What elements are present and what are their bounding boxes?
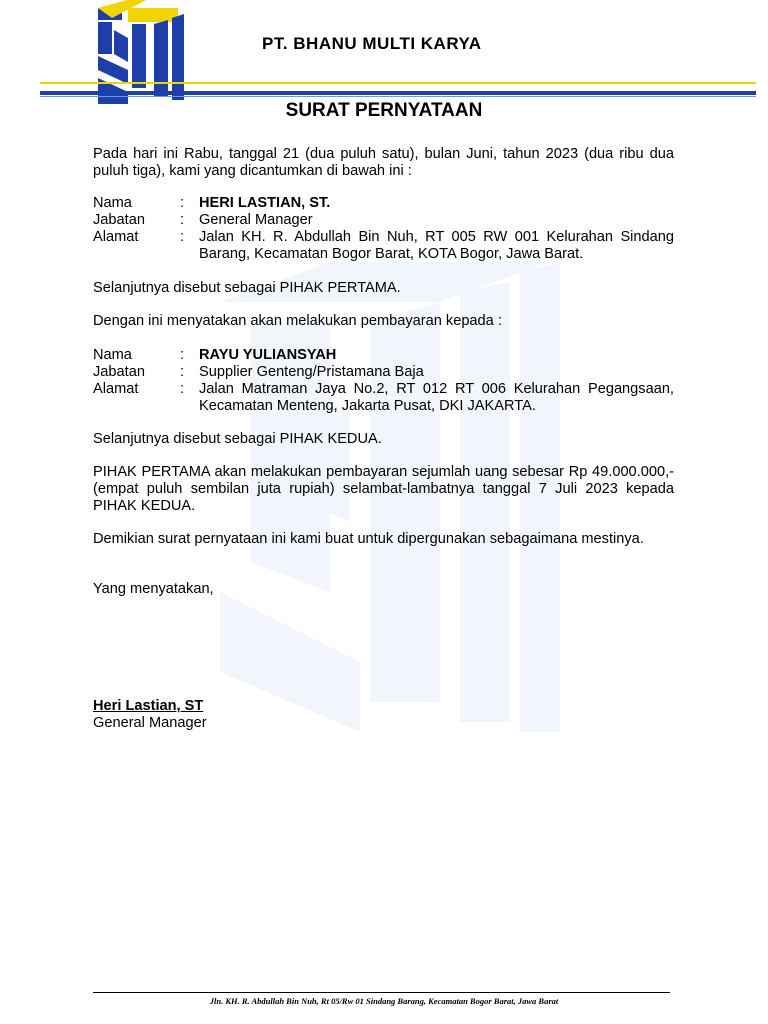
party1-description: Selanjutnya disebut sebagai PIHAK PERTAMA. [93,280,401,296]
party2-name-label: Nama [93,347,132,363]
party2-address: Jalan Matraman Jaya No.2, RT 012 RT 006 Kelurahan Pegangsaan, Kecamatan Menteng, Jakarta Pusat, DKI JAKARTA. [199,381,674,414]
party2-position-label: Jabatan [93,364,145,380]
party2-description: Selanjutnya disebut sebagai PIHAK KEDUA. [93,431,382,447]
closing-paragraph: Demikian surat pernyataan ini kami buat untuk dipergunakan sebagaimana mestinya. [93,531,644,547]
party2-name: RAYU YULIANSYAH [199,347,337,363]
party1-name: HERI LASTIAN, ST. [199,195,331,211]
footer-address: Jln. KH. R. Abdullah Bin Nuh, Rt 05/Rw 01 Sindang Barang, Kecamatan Bogor Barat, Jawa Barat [209,996,559,1006]
party1-position: General Manager [199,212,313,228]
header-rule-blue [40,91,756,95]
colon: : [180,364,185,380]
document-title: SURAT PERNYATAAN [285,100,483,121]
party1-name-label: Nama [93,195,132,211]
signer-title: General Manager [93,715,207,731]
party1-address: Jalan KH. R. Abdullah Bin Nuh, RT 005 RW 001 Kelurahan Sindang Barang, Kecamatan Bogor Barat, KOTA Bogor, Jawa Barat. [199,229,674,262]
party1-address-label: Alamat [93,229,139,245]
header-rule-yellow [40,82,756,84]
company-name: PT. BHANU MULTI KARYA [262,34,482,53]
colon: : [180,229,185,245]
intro-paragraph: Pada hari ini Rabu, tanggal 21 (dua puluh satu), bulan Juni, tahun 2023 (dua ribu dua puluh tiga), kami yang dicantumkan di bawah ini : [93,146,674,179]
company-logo [92,0,188,104]
footer-divider [93,992,670,993]
party2-position: Supplier Genteng/Pristamana Baja [199,364,424,380]
signer-name: Heri Lastian, ST [93,698,204,714]
header-rule-thin [40,96,756,97]
statement-paragraph: Dengan ini menyatakan akan melakukan pembayaran kepada : [93,313,502,329]
signoff-text: Yang menyatakan, [93,581,214,597]
colon: : [180,381,185,397]
party1-position-label: Jabatan [93,212,145,228]
payment-paragraph: PIHAK PERTAMA akan melakukan pembayaran sejumlah uang sebesar Rp 49.000.000,- (empat puluh sembilan juta rupiah) selambat-lambatnya tanggal 7 Juli 2023 kepada PIHAK KEDUA. [93,464,674,514]
colon: : [180,195,185,211]
colon: : [180,212,185,228]
party2-address-label: Alamat [93,381,139,397]
colon: : [180,347,185,363]
